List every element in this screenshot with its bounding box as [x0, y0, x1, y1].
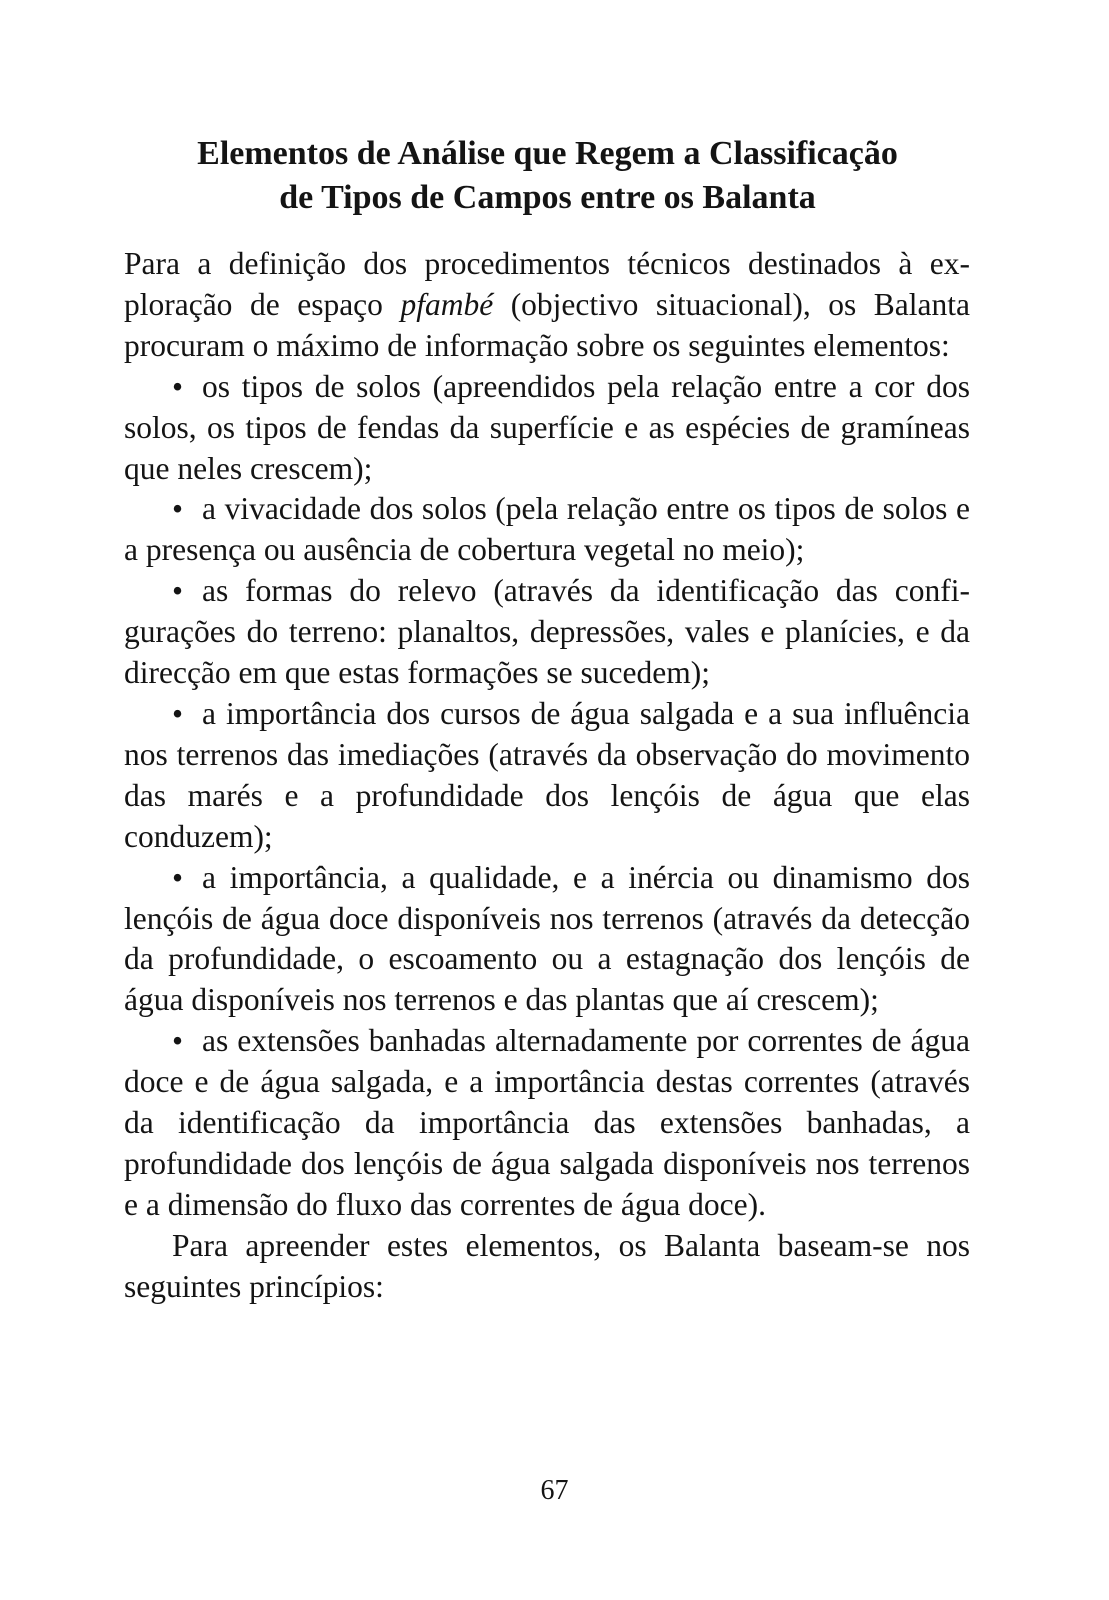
- bullet-item-vivacity: [124, 489, 970, 571]
- bullet-text: as formas do relevo (através da identificação das configurações do terreno: planaltos, depressões, vales e planícies, e da direcção em que estas formações se sucedem);: [124, 573, 970, 691]
- section-title: [120, 132, 975, 220]
- intro-text-start: Para a definição dos procedimentos técnicos destinados à exploração de espaço: [124, 246, 970, 322]
- bullet-text: as extensões banhadas alternadamente por correntes de água doce e de água salgada, e a importância destas correntes (através da identificação da importância das extensões banhadas, a profundidade dos lençóis de água salgada disponíveis nos terrenos e a dimensão do fluxo das correntes de água doce).: [124, 1023, 970, 1222]
- intro-paragraph: [124, 244, 970, 367]
- bullet-text: a importância dos cursos de água salgada e a sua influência nos terrenos das imediações (através da observação do movimento das marés e a profundidade dos lençóis de água que elas conduzem);: [124, 695, 970, 854]
- section-title-line-2: de Tipos de Campos entre os Balanta: [279, 179, 816, 216]
- bullet-item-saltwater: [124, 694, 970, 858]
- bullet-icon: •: [172, 695, 184, 731]
- bullet-item-tidal-extensions: [124, 1021, 970, 1226]
- bullet-icon: •: [172, 573, 184, 609]
- bullet-icon: •: [172, 859, 184, 895]
- intro-term-pfambe: pfambé: [400, 286, 494, 322]
- bullet-text: os tipos de solos (apreendidos pela relação entre a cor dos solos, os tipos de fendas da superfície e as espécies de gramíneas que neles crescem);: [124, 368, 970, 486]
- bullet-text: a importância, a qualidade, e a inércia ou dinamismo dos lençóis de água doce disponíveis nos terrenos (através da detecção da profundidade, o escoamento ou a estagnação dos lençóis de água disponíveis nos terrenos e das plantas que aí crescem);: [124, 859, 970, 1018]
- page-number: 67: [540, 1475, 569, 1506]
- bullet-item-soils: [124, 367, 970, 490]
- bullet-icon: •: [172, 491, 184, 527]
- section-title-line-1: Elementos de Análise que Regem a Classificação: [197, 135, 898, 172]
- bullet-item-freshwater: [124, 858, 970, 1022]
- closing-paragraph: Para apreender estes elementos, os Balanta baseam-se nos seguintes princípios:: [124, 1227, 970, 1304]
- intro-text-end: (objectivo situacional), os Balanta procuram o máximo de informação sobre os seguintes elementos:: [124, 286, 970, 363]
- bullet-item-relief: [124, 571, 970, 694]
- bullet-text: a vivacidade dos solos (pela relação entre os tipos de solos e a presença ou ausência de cobertura vegetal no meio);: [124, 491, 970, 568]
- bullet-icon: •: [172, 1023, 184, 1059]
- bullet-icon: •: [172, 368, 184, 404]
- body-text: [124, 244, 970, 1308]
